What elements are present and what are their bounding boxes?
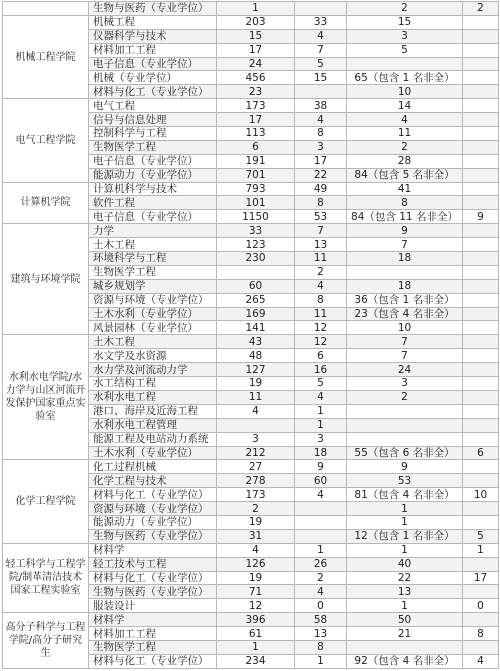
- major-cell: 材料与化工（专业学位）: [89, 85, 217, 99]
- count-cell-1: 19: [217, 377, 295, 391]
- count-cell-1: 33: [217, 224, 295, 238]
- count-cell-1: 101: [217, 196, 295, 210]
- count-cell-1: 169: [217, 307, 295, 321]
- count-cell-2: 6: [295, 349, 347, 363]
- count-cell-3: 7: [347, 335, 463, 349]
- table-row: [3, 613, 499, 627]
- count-cell-1: 15: [217, 29, 295, 43]
- count-cell-4: [463, 224, 499, 238]
- count-cell-3: 92（包含 4 名非全）: [347, 654, 463, 668]
- count-cell-3: [347, 418, 463, 432]
- count-cell-4: [463, 474, 499, 488]
- count-cell-3: [347, 404, 463, 418]
- count-cell-2: 4: [295, 279, 347, 293]
- count-cell-2: 11: [295, 252, 347, 266]
- table-row: [3, 460, 499, 474]
- count-cell-4: [463, 321, 499, 335]
- college-cell: 高分子科学与工程学院/高分子研究生: [3, 613, 89, 669]
- count-cell-2: 9: [295, 460, 347, 474]
- count-cell-1: 61: [217, 627, 295, 641]
- count-cell-3: 15: [347, 15, 463, 29]
- count-cell-2: 16: [295, 363, 347, 377]
- count-cell-4: 6: [463, 446, 499, 460]
- count-cell-3: 7: [347, 349, 463, 363]
- major-cell: 材料与化工（专业学位）: [89, 488, 217, 502]
- count-cell-2: 58: [295, 613, 347, 627]
- major-cell: 水文学及水资源: [89, 349, 217, 363]
- count-cell-1: 701: [217, 168, 295, 182]
- count-cell-1: 1150: [217, 210, 295, 224]
- count-cell-4: [463, 113, 499, 127]
- count-cell-3: 23（包含 4 名非全）: [347, 307, 463, 321]
- major-cell: 材料加工工程: [89, 627, 217, 641]
- count-cell-3: 41: [347, 182, 463, 196]
- count-cell-1: 230: [217, 252, 295, 266]
- count-cell-4: [463, 377, 499, 391]
- count-cell-1: 141: [217, 321, 295, 335]
- count-cell-2: 7: [295, 43, 347, 57]
- count-cell-3: 28: [347, 154, 463, 168]
- count-cell-4: 0: [463, 599, 499, 613]
- count-cell-3: [347, 432, 463, 446]
- college-cell: 机械工程学院: [3, 15, 89, 98]
- count-cell-1: 43: [217, 335, 295, 349]
- major-cell: 生物医学工程: [89, 640, 217, 654]
- count-cell-3: 22: [347, 571, 463, 585]
- count-cell-1: 191: [217, 154, 295, 168]
- major-cell: 化工过程机械: [89, 460, 217, 474]
- college-cell: 化学工程学院: [3, 460, 89, 543]
- count-cell-3: 11: [347, 127, 463, 141]
- count-cell-1: 19: [217, 571, 295, 585]
- count-cell-3: 9: [347, 224, 463, 238]
- count-cell-4: [463, 15, 499, 29]
- major-cell: 控制科学与工程: [89, 127, 217, 141]
- count-cell-2: 15: [295, 71, 347, 85]
- count-cell-3: 2: [347, 390, 463, 404]
- count-cell-1: 278: [217, 474, 295, 488]
- count-cell-2: 1: [295, 404, 347, 418]
- college-cell: [3, 2, 89, 16]
- count-cell-2: 18: [295, 446, 347, 460]
- count-cell-1: 396: [217, 613, 295, 627]
- count-cell-4: [463, 460, 499, 474]
- count-cell-2: 8: [295, 293, 347, 307]
- count-cell-3: 9: [347, 460, 463, 474]
- count-cell-3: 4: [347, 113, 463, 127]
- count-cell-3: 3: [347, 377, 463, 391]
- count-cell-1: 212: [217, 446, 295, 460]
- count-cell-3: 10: [347, 321, 463, 335]
- count-cell-2: [295, 515, 347, 529]
- count-cell-3: 3: [347, 29, 463, 43]
- count-cell-3: 14: [347, 99, 463, 113]
- count-cell-1: 12: [217, 599, 295, 613]
- count-cell-2: [295, 529, 347, 543]
- count-cell-3: 24: [347, 363, 463, 377]
- major-cell: 风景园林（专业学位）: [89, 321, 217, 335]
- count-cell-2: 4: [295, 113, 347, 127]
- count-cell-2: [295, 2, 347, 16]
- major-cell: 水力学及河流动力学: [89, 363, 217, 377]
- count-cell-4: 8: [463, 627, 499, 641]
- count-cell-1: 6: [217, 140, 295, 154]
- count-cell-3: [347, 640, 463, 654]
- major-cell: 生物医学工程: [89, 140, 217, 154]
- major-cell: 资源与环境（专业学位）: [89, 293, 217, 307]
- count-cell-4: [463, 335, 499, 349]
- count-cell-4: [463, 293, 499, 307]
- table-row: [3, 543, 499, 557]
- count-cell-1: [217, 265, 295, 279]
- major-cell: 水工结构工程: [89, 377, 217, 391]
- count-cell-4: [463, 404, 499, 418]
- count-cell-2: 4: [295, 488, 347, 502]
- count-cell-2: 8: [295, 196, 347, 210]
- major-cell: 力学: [89, 224, 217, 238]
- count-cell-1: 11: [217, 390, 295, 404]
- major-cell: 材料与化工（专业学位）: [89, 654, 217, 668]
- count-cell-2: 13: [295, 627, 347, 641]
- count-cell-1: 793: [217, 182, 295, 196]
- count-cell-2: 26: [295, 557, 347, 571]
- count-cell-4: [463, 57, 499, 71]
- count-cell-3: 8: [347, 196, 463, 210]
- college-cell: 水利水电学院/水力学与山区河流开发保护国家重点实验室: [3, 335, 89, 460]
- count-cell-3: 10: [347, 85, 463, 99]
- table-row: [3, 224, 499, 238]
- count-cell-2: 7: [295, 224, 347, 238]
- count-cell-3: 13: [347, 585, 463, 599]
- count-cell-2: 4: [295, 390, 347, 404]
- major-cell: 软件工程: [89, 196, 217, 210]
- count-cell-1: 71: [217, 585, 295, 599]
- major-cell: 生物医学工程: [89, 265, 217, 279]
- count-cell-4: [463, 640, 499, 654]
- count-cell-3: [347, 265, 463, 279]
- count-cell-3: 84（包含 11 名非全）: [347, 210, 463, 224]
- count-cell-4: [463, 390, 499, 404]
- count-cell-3: 84（包含 5 名非全）: [347, 168, 463, 182]
- college-cell: 电气工程学院: [3, 99, 89, 182]
- major-cell: 计算机科学与技术: [89, 182, 217, 196]
- count-cell-4: 5: [463, 529, 499, 543]
- count-cell-2: 3: [295, 432, 347, 446]
- major-cell: 土木水利（专业学位）: [89, 307, 217, 321]
- count-cell-4: [463, 252, 499, 266]
- count-cell-1: 173: [217, 99, 295, 113]
- count-cell-2: 8: [295, 127, 347, 141]
- count-cell-2: 1: [295, 543, 347, 557]
- count-cell-4: 2: [463, 2, 499, 16]
- count-cell-2: 4: [295, 585, 347, 599]
- table-row: [3, 99, 499, 113]
- count-cell-2: 4: [295, 29, 347, 43]
- count-cell-4: [463, 85, 499, 99]
- count-cell-2: 2: [295, 571, 347, 585]
- count-cell-3: 50: [347, 613, 463, 627]
- count-cell-2: 49: [295, 182, 347, 196]
- count-cell-2: 0: [295, 599, 347, 613]
- major-cell: 水利水电工程: [89, 390, 217, 404]
- count-cell-3: 1: [347, 515, 463, 529]
- count-cell-4: [463, 99, 499, 113]
- count-cell-1: 3: [217, 432, 295, 446]
- major-cell: 能源动力（专业学位）: [89, 168, 217, 182]
- count-cell-1: 126: [217, 557, 295, 571]
- count-cell-4: [463, 238, 499, 252]
- count-cell-4: [463, 29, 499, 43]
- count-cell-1: 24: [217, 57, 295, 71]
- count-cell-3: 7: [347, 238, 463, 252]
- major-cell: 土木工程: [89, 335, 217, 349]
- major-cell: 电气工程: [89, 99, 217, 113]
- count-cell-1: 31: [217, 529, 295, 543]
- count-cell-1: 60: [217, 279, 295, 293]
- major-cell: 生物与医药（专业学位）: [89, 529, 217, 543]
- major-cell: 化学工程与技术: [89, 474, 217, 488]
- count-cell-4: [463, 154, 499, 168]
- major-cell: 港口、海岸及近海工程: [89, 404, 217, 418]
- count-cell-2: 22: [295, 168, 347, 182]
- major-cell: 土木水利（专业学位）: [89, 446, 217, 460]
- major-cell: 轻工技术与工程: [89, 557, 217, 571]
- count-cell-4: 4: [463, 654, 499, 668]
- count-cell-4: [463, 515, 499, 529]
- count-cell-1: 203: [217, 15, 295, 29]
- count-cell-2: 2: [295, 265, 347, 279]
- count-cell-2: 60: [295, 474, 347, 488]
- count-cell-3: 65（包含 1 名非全）: [347, 71, 463, 85]
- major-cell: 电子信息（专业学位）: [89, 57, 217, 71]
- count-cell-1: 23: [217, 85, 295, 99]
- count-cell-4: [463, 307, 499, 321]
- major-cell: 材料加工工程: [89, 43, 217, 57]
- count-cell-2: 33: [295, 15, 347, 29]
- count-cell-1: 4: [217, 404, 295, 418]
- count-cell-4: [463, 502, 499, 516]
- count-cell-1: 113: [217, 127, 295, 141]
- major-cell: 材料学: [89, 543, 217, 557]
- count-cell-2: 5: [295, 377, 347, 391]
- major-cell: 环境科学与工程: [89, 252, 217, 266]
- major-cell: 资源与环境（专业学位）: [89, 502, 217, 516]
- count-cell-3: 2: [347, 2, 463, 16]
- count-cell-4: [463, 71, 499, 85]
- count-cell-2: [295, 85, 347, 99]
- count-cell-4: [463, 196, 499, 210]
- count-cell-1: 1: [217, 640, 295, 654]
- count-cell-4: [463, 279, 499, 293]
- table-row: [3, 15, 499, 29]
- count-cell-1: 127: [217, 363, 295, 377]
- count-cell-4: 10: [463, 488, 499, 502]
- count-cell-1: [217, 418, 295, 432]
- table-body: [3, 2, 499, 669]
- count-cell-4: [463, 418, 499, 432]
- major-cell: 仪器科学与技术: [89, 29, 217, 43]
- count-cell-2: 38: [295, 99, 347, 113]
- count-cell-3: 53: [347, 474, 463, 488]
- count-cell-1: 2: [217, 502, 295, 516]
- count-cell-4: [463, 127, 499, 141]
- admissions-table: [2, 1, 499, 669]
- count-cell-3: 81（包含 4 名非全）: [347, 488, 463, 502]
- count-cell-1: 123: [217, 238, 295, 252]
- count-cell-3: 1: [347, 543, 463, 557]
- major-cell: 电子信息（专业学位）: [89, 210, 217, 224]
- table-row: [3, 335, 499, 349]
- count-cell-3: 1: [347, 599, 463, 613]
- count-cell-1: 234: [217, 654, 295, 668]
- count-cell-3: 5: [347, 43, 463, 57]
- count-cell-4: 9: [463, 210, 499, 224]
- count-cell-1: 17: [217, 43, 295, 57]
- count-cell-3: 36（包含 1 名非全）: [347, 293, 463, 307]
- count-cell-1: 27: [217, 460, 295, 474]
- count-cell-4: [463, 43, 499, 57]
- major-cell: 生物与医药（专业学位）: [89, 2, 217, 16]
- major-cell: 能源动力（专业学位）: [89, 515, 217, 529]
- college-cell: 轻工科学与工程学院/制革清洁技术国家工程实验室: [3, 543, 89, 612]
- count-cell-2: 12: [295, 335, 347, 349]
- count-cell-2: [295, 502, 347, 516]
- count-cell-2: 13: [295, 238, 347, 252]
- count-cell-2: 5: [295, 57, 347, 71]
- major-cell: 水利水电工程管理: [89, 418, 217, 432]
- count-cell-2: 1: [295, 654, 347, 668]
- major-cell: 材料与化工（专业学位）: [89, 571, 217, 585]
- major-cell: 城乡规划学: [89, 279, 217, 293]
- count-cell-4: [463, 168, 499, 182]
- count-cell-4: [463, 432, 499, 446]
- college-cell: 计算机学院: [3, 182, 89, 224]
- count-cell-4: [463, 557, 499, 571]
- count-cell-4: 17: [463, 571, 499, 585]
- table-row: [3, 182, 499, 196]
- major-cell: 生物与医药（专业学位）: [89, 585, 217, 599]
- major-cell: 材料学: [89, 613, 217, 627]
- count-cell-2: 8: [295, 640, 347, 654]
- count-cell-1: 19: [217, 515, 295, 529]
- count-cell-4: [463, 140, 499, 154]
- count-cell-2: 11: [295, 307, 347, 321]
- count-cell-2: 53: [295, 210, 347, 224]
- count-cell-4: [463, 349, 499, 363]
- count-cell-2: 3: [295, 140, 347, 154]
- major-cell: 服装设计: [89, 599, 217, 613]
- count-cell-3: 40: [347, 557, 463, 571]
- count-cell-3: [347, 57, 463, 71]
- major-cell: 信号与信息处理: [89, 113, 217, 127]
- major-cell: 能源工程及电站动力系统: [89, 432, 217, 446]
- major-cell: 机械（专业学位）: [89, 71, 217, 85]
- major-cell: 电子信息（专业学位）: [89, 154, 217, 168]
- count-cell-1: 265: [217, 293, 295, 307]
- count-cell-1: 1: [217, 2, 295, 16]
- major-cell: 机械工程: [89, 15, 217, 29]
- count-cell-4: [463, 585, 499, 599]
- count-cell-2: 1: [295, 418, 347, 432]
- count-cell-4: 1: [463, 543, 499, 557]
- major-cell: 土木工程: [89, 238, 217, 252]
- count-cell-4: [463, 363, 499, 377]
- count-cell-1: 173: [217, 488, 295, 502]
- count-cell-1: 48: [217, 349, 295, 363]
- count-cell-1: 17: [217, 113, 295, 127]
- count-cell-1: 4: [217, 543, 295, 557]
- college-cell: 建筑与环境学院: [3, 224, 89, 335]
- count-cell-1: 456: [217, 71, 295, 85]
- count-cell-3: 21: [347, 627, 463, 641]
- count-cell-2: 17: [295, 154, 347, 168]
- count-cell-4: [463, 613, 499, 627]
- count-cell-2: 12: [295, 321, 347, 335]
- count-cell-4: [463, 182, 499, 196]
- count-cell-4: [463, 265, 499, 279]
- count-cell-3: 1: [347, 502, 463, 516]
- count-cell-3: 18: [347, 279, 463, 293]
- count-cell-3: 2: [347, 140, 463, 154]
- count-cell-3: 12（包含 1 名非全）: [347, 529, 463, 543]
- table-row: [3, 2, 499, 16]
- count-cell-3: 18: [347, 252, 463, 266]
- count-cell-3: 55（包含 6 名非全）: [347, 446, 463, 460]
